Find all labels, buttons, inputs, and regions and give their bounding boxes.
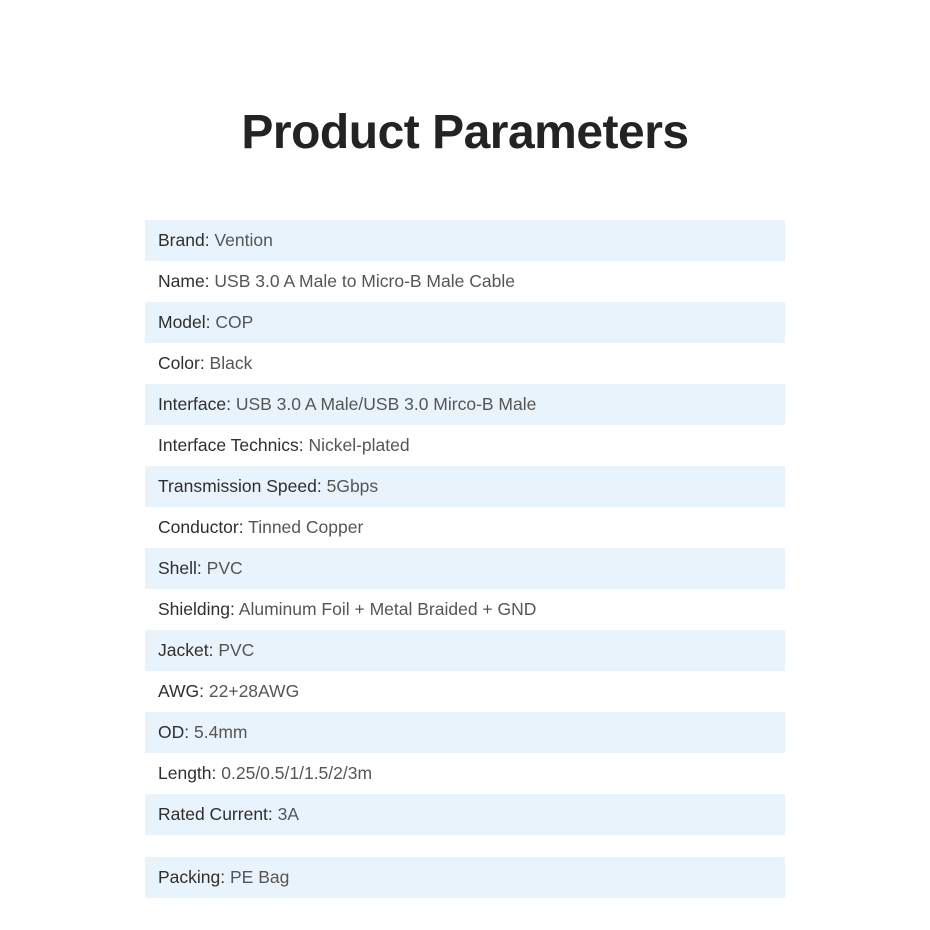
table-row (145, 712, 785, 753)
spec-label: Conductor: (158, 516, 244, 537)
table-row (145, 671, 785, 712)
spec-label: AWG: (158, 680, 205, 701)
spec-value: Vention (209, 229, 273, 250)
spec-value: PE Bag (225, 866, 290, 887)
spec-label: Packing: (158, 866, 226, 887)
spec-label: Jacket: (158, 639, 214, 660)
specs-table (145, 220, 785, 898)
spec-value: COP (210, 311, 254, 332)
table-row (145, 794, 785, 835)
spec-value: Aluminum Foil + Metal Braided + GND (234, 598, 537, 619)
spec-label: Model: (158, 311, 211, 332)
spec-value: 5.4mm (189, 721, 248, 742)
spec-value: PVC (201, 557, 243, 578)
table-row (145, 425, 785, 466)
page-title: Product Parameters (241, 106, 689, 159)
spec-label: Color: (158, 352, 205, 373)
spec-label: Rated Current: (158, 803, 273, 824)
spec-value: Nickel-plated (303, 434, 410, 455)
spec-label: Interface: (158, 393, 231, 414)
table-row (145, 261, 785, 302)
spec-value: USB 3.0 A Male to Micro-B Male Cable (209, 270, 515, 291)
table-spacer (145, 835, 785, 857)
spec-value: 3A (272, 803, 300, 824)
spec-label: Interface Technics: (158, 434, 304, 455)
table-row (145, 466, 785, 507)
spec-value: USB 3.0 A Male/USB 3.0 Mirco-B Male (230, 393, 537, 414)
table-row (145, 630, 785, 671)
spec-label: Shielding: (158, 598, 235, 619)
table-row (145, 220, 785, 261)
table-row (145, 753, 785, 794)
spec-value: Tinned Copper (243, 516, 364, 537)
spec-value: PVC (213, 639, 255, 660)
table-row (145, 343, 785, 384)
spec-value: 5Gbps (321, 475, 379, 496)
spec-label: OD: (158, 721, 190, 742)
spec-label: Name: (158, 270, 210, 291)
spec-value: 22+28AWG (204, 680, 300, 701)
table-row (145, 302, 785, 343)
spec-label: Shell: (158, 557, 202, 578)
spec-value: 0.25/0.5/1/1.5/2/3m (216, 762, 373, 783)
spec-label: Length: (158, 762, 217, 783)
table-row (145, 384, 785, 425)
spec-value: Black (204, 352, 253, 373)
table-row (145, 548, 785, 589)
table-row (145, 507, 785, 548)
table-row (145, 857, 785, 898)
table-row (145, 589, 785, 630)
spec-label: Transmission Speed: (158, 475, 322, 496)
spec-label: Brand: (158, 229, 210, 250)
